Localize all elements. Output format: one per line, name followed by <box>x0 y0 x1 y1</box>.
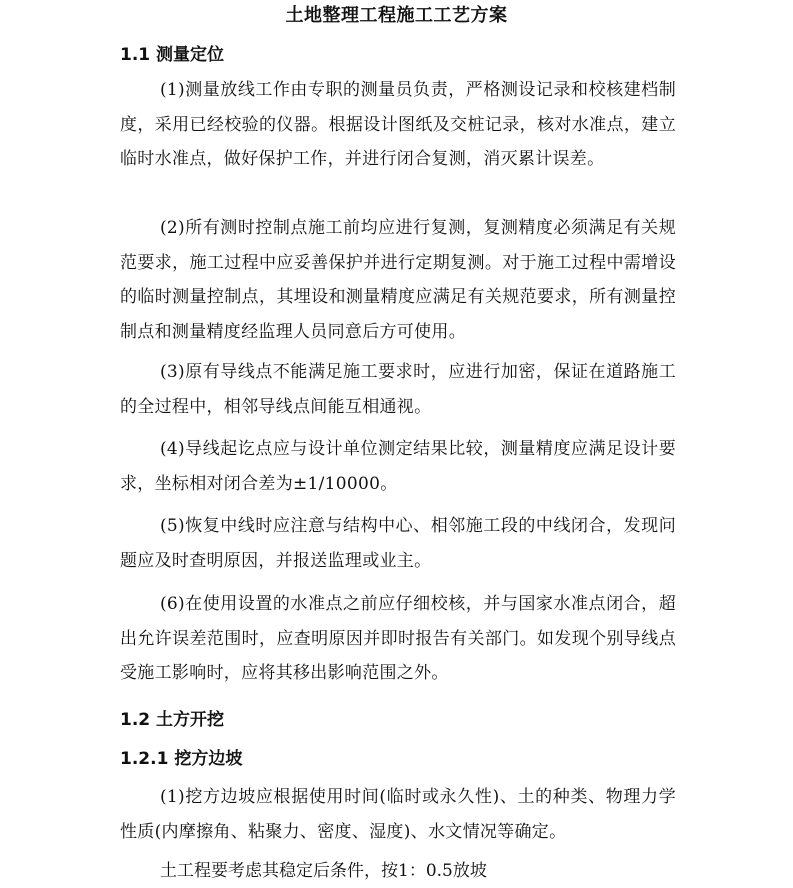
paragraph-5: (5)恢复中线时应注意与结构中心、相邻施工段的中线闭合，发现问题应及时查明原因，并报送监理或业主。 <box>120 516 676 571</box>
paragraph-4: (4)导线起讫点应与设计单位测定结果比较，测量精度应满足设计要求，坐标相对闭合差为±1/10000。 <box>120 439 676 494</box>
section-heading-1-2: 1.2 土方开挖 <box>120 710 225 730</box>
paragraph-6: (6)在使用设置的水准点之前应仔细校核，并与国家水准点闭合，超出允许误差范围时，应查明原因并即时报告有关部门。如发现个别导线点受施工影响时，应将其移出影响范围之外。 <box>120 594 676 683</box>
section-heading-1-2-1: 1.2.1 挖方边坡 <box>120 749 243 769</box>
paragraph-7: (1)挖方边坡应根据使用时间(临时或永久性)、土的种类、物理力学性质(内摩擦角、粘聚力、密度、湿度)、水文情况等确定。 <box>120 787 676 842</box>
paragraph-3: (3)原有导线点不能满足施工要求时，应进行加密，保证在道路施工的全过程中，相邻导线点间能互相通视。 <box>120 362 676 417</box>
paragraph-1: (1)测量放线工作由专职的测量员负责，严格测设记录和校核建档制度，采用已经校验的仪器。根据设计图纸及交桩记录，核对水准点，建立临时水准点，做好保护工作，并进行闭合复测，消灭累计误差。 <box>120 80 676 169</box>
paragraph-2: (2)所有测时控制点施工前均应进行复测，复测精度必须满足有关规范要求，施工过程中应妥善保护并进行定期复测。对于施工过程中需增设的临时测量控制点，其埋设和测量精度应满足有关规范要求，所有测量控制点和测量精度经监理人员同意后方可使用。 <box>120 218 676 342</box>
cut-off-text-line: 土工程要考虑其稳定后条件，按1：0.5放坡 <box>160 861 487 881</box>
section-heading-1-1: 1.1 测量定位 <box>120 45 225 65</box>
document-title: 土地整理工程施工工艺方案 <box>285 5 508 26</box>
